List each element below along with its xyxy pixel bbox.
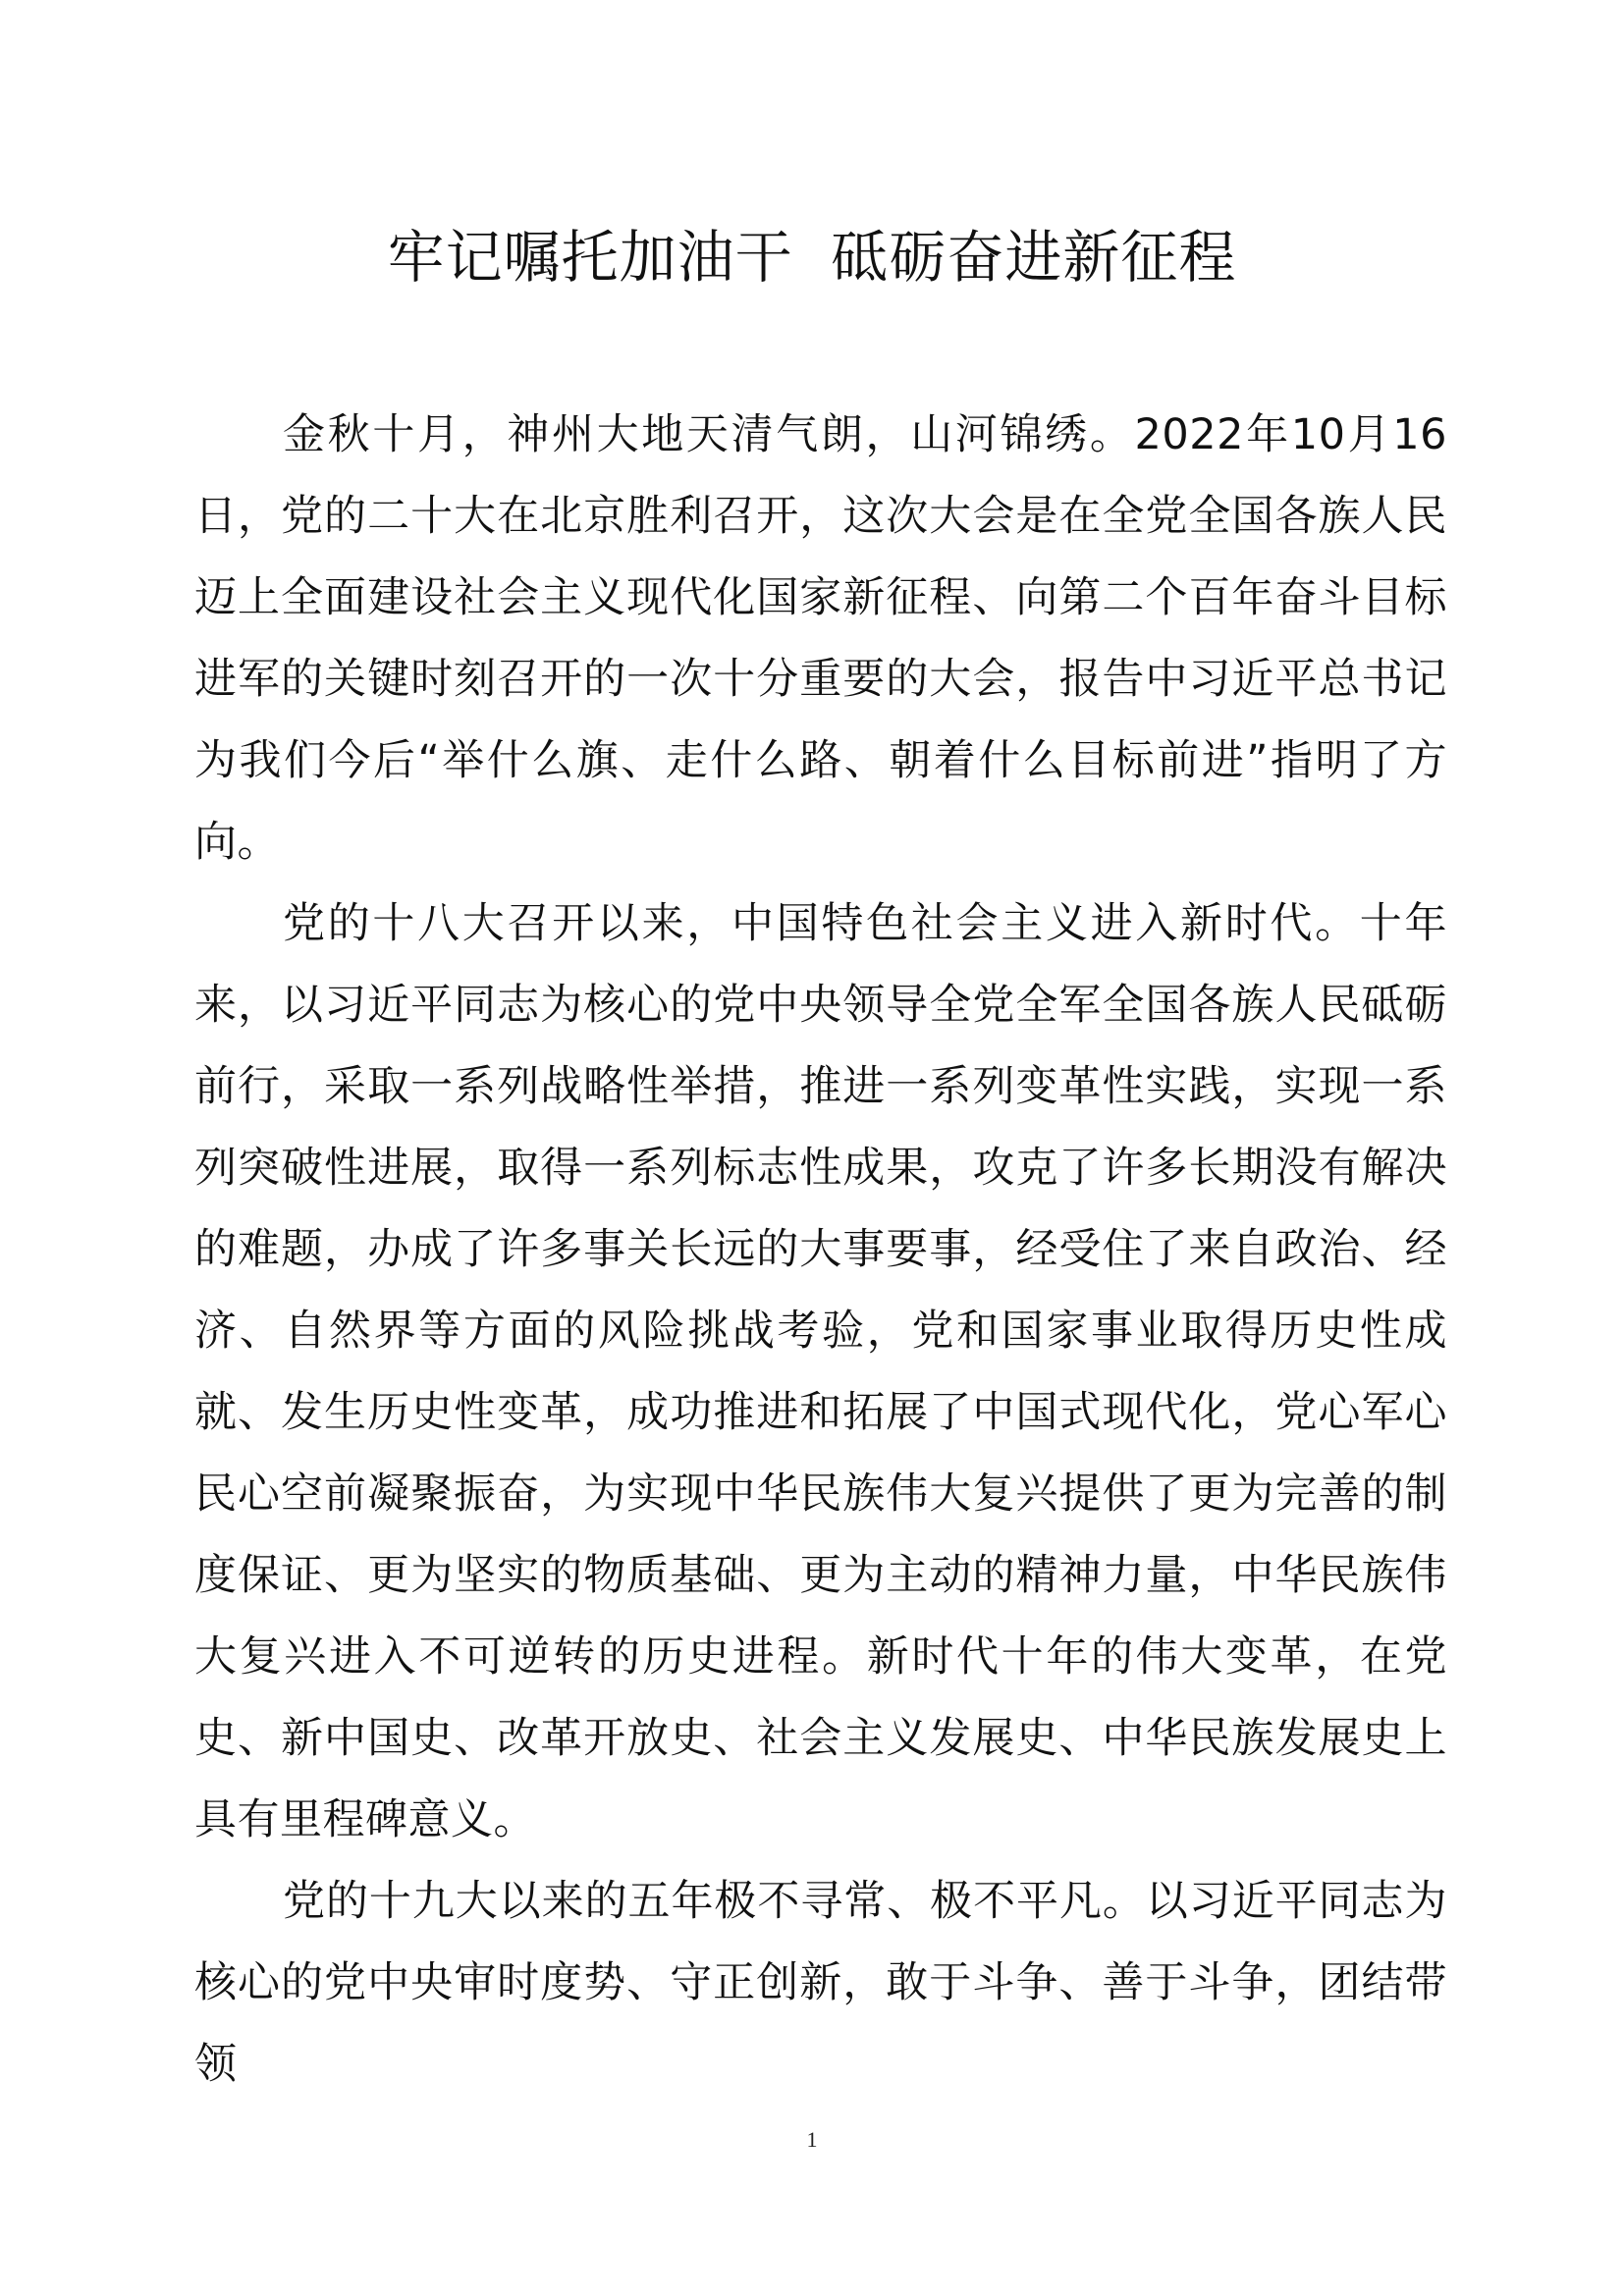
paragraph-1: 金秋十月，神州大地天清气朗，山河锦绣。2022年10月16日，党的二十大在北京胜利召开，这次大会是在全党全国各族人民迈上全面建设社会主义现代化国家新征程、向第二个百年奋斗目标进军的关键时刻召开的一次十分重要的大会，报告中习近平总书记为我们今后“举什么旗、走什么路、朝着什么目标前进”指明了方向。 [194, 410, 1447, 867]
paragraph-3: 党的十九大以来的五年极不寻常、极不平凡。以习近平同志为核心的党中央审时度势、守正创新，敢于斗争、善于斗争，团结带领 [194, 1877, 1447, 2089]
page-number: 1 [806, 2127, 818, 2152]
document-title: 牢记嘱托加油干 砥砺奋进新征程 [387, 224, 1237, 291]
paragraph-2: 党的十八大召开以来，中国特色社会主义进入新时代。十年来，以习近平同志为核心的党中央领导全党全军全国各族人民砥砺前行，采取一系列战略性举措，推进一系列变革性实践，实现一系列突破性进展，取得一系列标志性成果，攻克了许多长期没有解决的难题，办成了许多事关长远的大事要事，经受住了来自政治、经济、自然界等方面的风险挑战考验，党和国家事业取得历史性成就、发生历史性变革，成功推进和拓展了中国式现代化，党心军心民心空前凝聚振奋，为实现中华民族伟大复兴提供了更为完善的制度保证、更为坚实的物质基础、更为主动的精神力量，中华民族伟大复兴进入不可逆转的历史进程。新时代十年的伟大变革，在党史、新中国史、改革开放史、社会主义发展史、中华民族发展史上具有里程碑意义。 [194, 899, 1447, 1844]
document-body [194, 395, 1447, 2106]
